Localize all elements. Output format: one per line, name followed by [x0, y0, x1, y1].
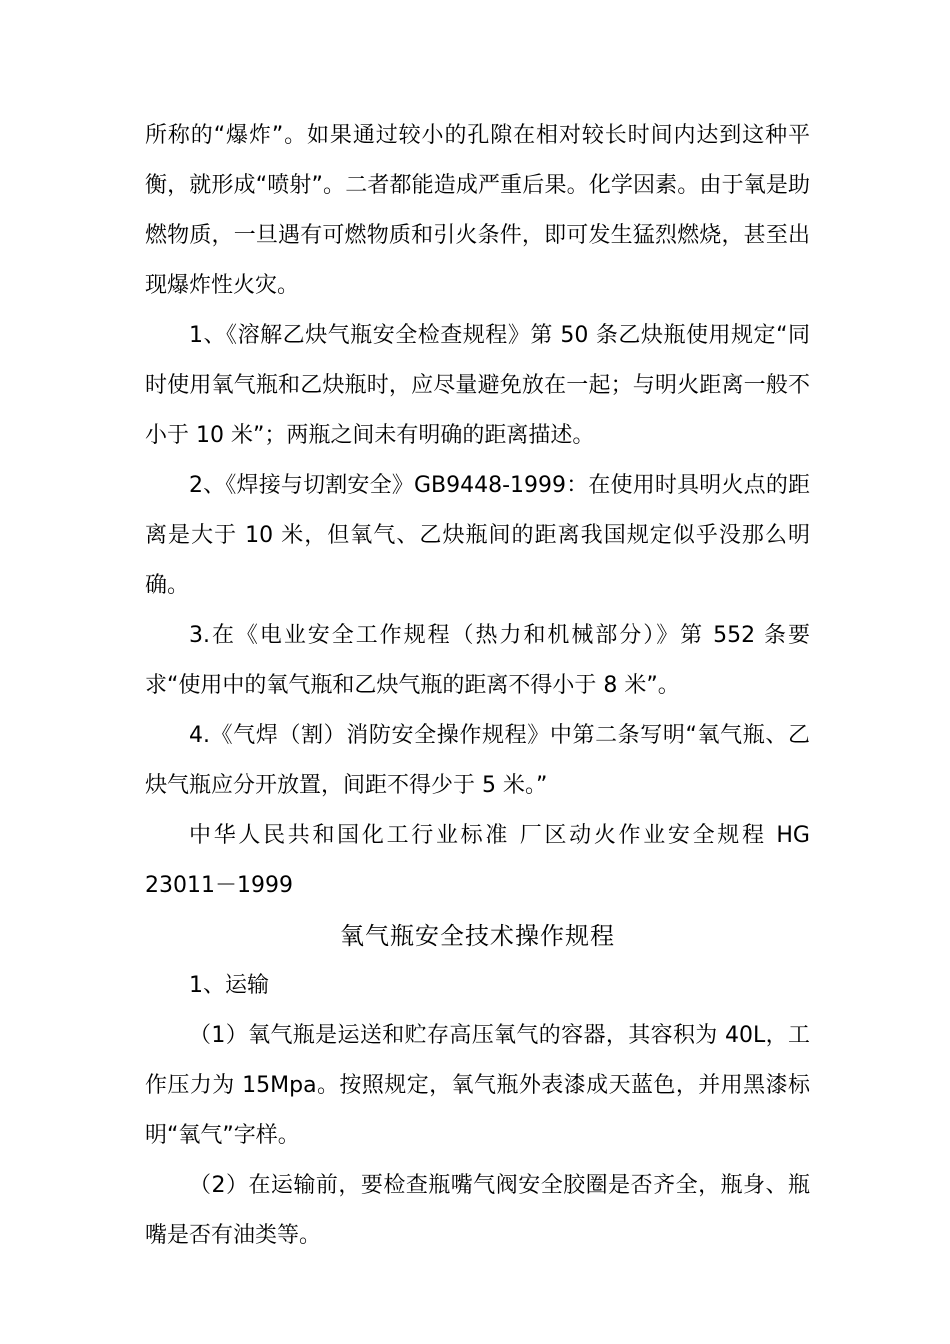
section-heading: 1、运输 — [189, 973, 269, 998]
paragraph-standard: 中华人民共和国化工行业标准 厂区动火作业安全规程 HG 23011－1999 — [145, 823, 810, 898]
paragraph-item-1: 1、《溶解乙炔气瓶安全检查规程》第 50 条乙炔瓶使用规定“同时使用氧气瓶和乙炔瓶时，应尽量避免放在一起；与明火距离一般不小于 10 米”；两瓶之间未有明确的距离描述。 — [145, 323, 810, 448]
section-title: 氧气瓶安全技术操作规程 — [340, 922, 615, 950]
paragraph-item-3: 3.在《电业安全工作规程（热力和机械部分）》第 552 条要求“使用中的氧气瓶和乙炔气瓶的距离不得小于 8 米”。 — [145, 623, 810, 698]
paragraph-sub-2: （2）在运输前，要检查瓶嘴气阀安全胶圈是否齐全，瓶身、瓶嘴是否有油类等。 — [145, 1173, 810, 1248]
paragraph-item-4: 4.《气焊（割）消防安全操作规程》中第二条写明“氧气瓶、乙炔气瓶应分开放置，间距不得少于 5 米。” — [145, 723, 810, 798]
paragraph-item-2: 2、《焊接与切割安全》GB9448-1999：在使用时具明火点的距离是大于 10 米，但氧气、乙炔瓶间的距离我国规定似乎没那么明确。 — [145, 473, 810, 598]
document-body — [145, 111, 810, 1261]
paragraph-intro: 所称的“爆炸”。如果通过较小的孔隙在相对较长时间内达到这种平衡，就形成“喷射”。二者都能造成严重后果。化学因素。由于氧是助燃物质，一旦遇有可燃物质和引火条件，即可发生猛烈燃烧，甚至出现爆炸性火灾。 — [145, 123, 810, 298]
paragraph-sub-1: （1）氧气瓶是运送和贮存高压氧气的容器，其容积为 40L，工作压力为 15Mpa。按照规定，氧气瓶外表漆成天蓝色，并用黑漆标明“氧气”字样。 — [145, 1023, 810, 1148]
